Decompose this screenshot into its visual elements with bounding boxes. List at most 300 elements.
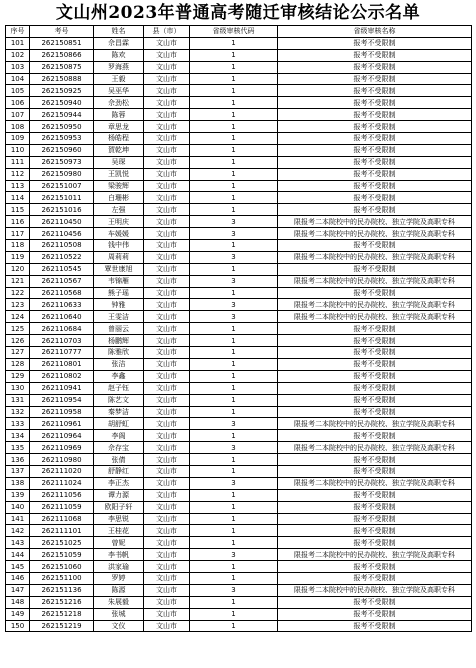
cell-name: 韦锦雁 <box>94 275 144 287</box>
table-row <box>6 168 472 180</box>
cell-name: 洪家瑜 <box>94 561 144 573</box>
cell-review-name: 报考不受限制 <box>278 204 472 216</box>
cell-index: 149 <box>6 608 30 620</box>
cell-review-code: 1 <box>190 180 278 192</box>
cell-exam-number: 262111024 <box>30 477 94 489</box>
cell-index: 117 <box>6 228 30 240</box>
table-row <box>6 275 472 287</box>
cell-review-code: 1 <box>190 465 278 477</box>
cell-review-code: 1 <box>190 61 278 73</box>
table-row <box>6 382 472 394</box>
cell-review-code: 1 <box>190 156 278 168</box>
cell-index: 133 <box>6 418 30 430</box>
cell-county: 文山市 <box>144 620 190 632</box>
cell-name: 佘存宝 <box>94 442 144 454</box>
cell-name: 佘昌霖 <box>94 37 144 49</box>
table-row <box>6 561 472 573</box>
cell-name: 杨皓程 <box>94 133 144 145</box>
cell-review-name: 报考不受限制 <box>278 263 472 275</box>
cell-county: 文山市 <box>144 61 190 73</box>
cell-county: 文山市 <box>144 299 190 311</box>
cell-county: 文山市 <box>144 489 190 501</box>
cell-name: 曾妮 <box>94 537 144 549</box>
header-name: 姓名 <box>94 26 144 38</box>
cell-review-code: 1 <box>190 537 278 549</box>
cell-index: 130 <box>6 382 30 394</box>
cell-name: 陈蓉 <box>94 109 144 121</box>
cell-exam-number: 262150950 <box>30 121 94 133</box>
cell-review-code: 1 <box>190 430 278 442</box>
cell-review-name: 报考不受限制 <box>278 358 472 370</box>
cell-review-name: 限报考二本院校中的民办院校、独立学院及高职专科 <box>278 275 472 287</box>
cell-exam-number: 262110450 <box>30 216 94 228</box>
table-row <box>6 37 472 49</box>
cell-name: 李阁 <box>94 430 144 442</box>
cell-county: 文山市 <box>144 608 190 620</box>
cell-exam-number: 262150953 <box>30 133 94 145</box>
cell-review-code: 1 <box>190 168 278 180</box>
cell-review-name: 报考不受限制 <box>278 537 472 549</box>
cell-review-code: 1 <box>190 370 278 382</box>
cell-name: 佘劲松 <box>94 97 144 109</box>
cell-name: 周莉莉 <box>94 251 144 263</box>
cell-county: 文山市 <box>144 216 190 228</box>
cell-index: 108 <box>6 121 30 133</box>
cell-index: 147 <box>6 584 30 596</box>
cell-exam-number: 262151059 <box>30 549 94 561</box>
cell-name: 舒静红 <box>94 465 144 477</box>
cell-review-code: 3 <box>190 477 278 489</box>
cell-exam-number: 262150940 <box>30 97 94 109</box>
cell-name: 王雯洁 <box>94 311 144 323</box>
cell-county: 文山市 <box>144 275 190 287</box>
header-county: 县（市） <box>144 26 190 38</box>
cell-review-name: 报考不受限制 <box>278 133 472 145</box>
cell-name: 熊子瑶 <box>94 287 144 299</box>
cell-name: 章思龙 <box>94 121 144 133</box>
cell-exam-number: 262110567 <box>30 275 94 287</box>
cell-review-name: 报考不受限制 <box>278 454 472 466</box>
cell-index: 118 <box>6 240 30 252</box>
cell-county: 文山市 <box>144 430 190 442</box>
table-row <box>6 465 472 477</box>
cell-review-code: 1 <box>190 489 278 501</box>
cell-exam-number: 262110961 <box>30 418 94 430</box>
cell-exam-number: 262110684 <box>30 323 94 335</box>
cell-county: 文山市 <box>144 335 190 347</box>
cell-review-code: 1 <box>190 454 278 466</box>
table-row <box>6 549 472 561</box>
cell-exam-number: 262110980 <box>30 454 94 466</box>
cell-exam-number: 262110969 <box>30 442 94 454</box>
cell-review-code: 1 <box>190 133 278 145</box>
table-row <box>6 477 472 489</box>
cell-name: 谭力源 <box>94 489 144 501</box>
cell-county: 文山市 <box>144 584 190 596</box>
cell-county: 文山市 <box>144 561 190 573</box>
cell-review-name: 报考不受限制 <box>278 180 472 192</box>
cell-exam-number: 262110964 <box>30 430 94 442</box>
cell-name: 张城 <box>94 608 144 620</box>
cell-review-name: 报考不受限制 <box>278 572 472 584</box>
cell-review-code: 1 <box>190 620 278 632</box>
cell-index: 113 <box>6 180 30 192</box>
cell-exam-number: 262151025 <box>30 537 94 549</box>
cell-index: 119 <box>6 251 30 263</box>
cell-name: 覃世康旭 <box>94 263 144 275</box>
cell-name: 车媛媛 <box>94 228 144 240</box>
cell-review-name: 限报考二本院校中的民办院校、独立学院及高职专科 <box>278 228 472 240</box>
cell-index: 128 <box>6 358 30 370</box>
cell-review-name: 报考不受限制 <box>278 323 472 335</box>
cell-county: 文山市 <box>144 37 190 49</box>
cell-review-name: 限报考二本院校中的民办院校、独立学院及高职专科 <box>278 216 472 228</box>
cell-review-name: 限报考二本院校中的民办院校、独立学院及高职专科 <box>278 477 472 489</box>
cell-county: 文山市 <box>144 501 190 513</box>
cell-review-code: 1 <box>190 240 278 252</box>
cell-county: 文山市 <box>144 156 190 168</box>
cell-exam-number: 262151011 <box>30 192 94 204</box>
table-row <box>6 489 472 501</box>
table-row <box>6 620 472 632</box>
cell-exam-number: 262110958 <box>30 406 94 418</box>
cell-name: 张洁 <box>94 358 144 370</box>
cell-index: 105 <box>6 85 30 97</box>
table-row <box>6 608 472 620</box>
cell-exam-number: 262150944 <box>30 109 94 121</box>
cell-county: 文山市 <box>144 85 190 97</box>
cell-county: 文山市 <box>144 596 190 608</box>
cell-review-name: 报考不受限制 <box>278 156 472 168</box>
cell-exam-number: 262110545 <box>30 263 94 275</box>
cell-index: 135 <box>6 442 30 454</box>
cell-index: 125 <box>6 323 30 335</box>
header-review-name: 省级审核名称 <box>278 26 472 38</box>
cell-review-name: 报考不受限制 <box>278 370 472 382</box>
cell-county: 文山市 <box>144 549 190 561</box>
cell-review-name: 报考不受限制 <box>278 608 472 620</box>
table-row <box>6 251 472 263</box>
cell-review-code: 1 <box>190 608 278 620</box>
cell-exam-number: 262111068 <box>30 513 94 525</box>
cell-review-code: 1 <box>190 73 278 85</box>
cell-exam-number: 262111056 <box>30 489 94 501</box>
cell-index: 148 <box>6 596 30 608</box>
cell-index: 143 <box>6 537 30 549</box>
cell-exam-number: 262150925 <box>30 85 94 97</box>
cell-exam-number: 262151016 <box>30 204 94 216</box>
cell-exam-number: 262110954 <box>30 394 94 406</box>
cell-review-name: 报考不受限制 <box>278 561 472 573</box>
cell-name: 左强 <box>94 204 144 216</box>
cell-exam-number: 262151007 <box>30 180 94 192</box>
cell-review-name: 限报考二本院校中的民办院校、独立学院及高职专科 <box>278 299 472 311</box>
cell-index: 103 <box>6 61 30 73</box>
cell-review-code: 1 <box>190 144 278 156</box>
cell-name: 王明庆 <box>94 216 144 228</box>
cell-index: 141 <box>6 513 30 525</box>
cell-review-name: 报考不受限制 <box>278 287 472 299</box>
cell-county: 文山市 <box>144 513 190 525</box>
cell-index: 107 <box>6 109 30 121</box>
cell-review-name: 报考不受限制 <box>278 37 472 49</box>
cell-review-code: 1 <box>190 121 278 133</box>
table-row <box>6 418 472 430</box>
table-row <box>6 442 472 454</box>
table-row <box>6 192 472 204</box>
cell-name: 罗海燕 <box>94 61 144 73</box>
cell-index: 111 <box>6 156 30 168</box>
cell-review-name: 报考不受限制 <box>278 489 472 501</box>
table-row <box>6 287 472 299</box>
cell-index: 140 <box>6 501 30 513</box>
cell-county: 文山市 <box>144 204 190 216</box>
cell-index: 127 <box>6 347 30 359</box>
table-row <box>6 144 472 156</box>
cell-review-code: 1 <box>190 109 278 121</box>
cell-review-code: 3 <box>190 584 278 596</box>
table-row <box>6 370 472 382</box>
cell-index: 142 <box>6 525 30 537</box>
cell-exam-number: 262110777 <box>30 347 94 359</box>
cell-name: 白珊彬 <box>94 192 144 204</box>
cell-review-code: 1 <box>190 192 278 204</box>
cell-review-name: 报考不受限制 <box>278 406 472 418</box>
cell-review-code: 1 <box>190 347 278 359</box>
document-title: 文山州2023年普通高考随迁审核结论公示名单 <box>55 3 421 23</box>
cell-exam-number: 262151219 <box>30 620 94 632</box>
table-row <box>6 228 472 240</box>
cell-index: 137 <box>6 465 30 477</box>
cell-name: 文仪 <box>94 620 144 632</box>
cell-exam-number: 262110633 <box>30 299 94 311</box>
cell-index: 110 <box>6 144 30 156</box>
cell-exam-number: 262111059 <box>30 501 94 513</box>
cell-county: 文山市 <box>144 406 190 418</box>
table-row <box>6 406 472 418</box>
table-row <box>6 394 472 406</box>
cell-exam-number: 262150960 <box>30 144 94 156</box>
cell-county: 文山市 <box>144 454 190 466</box>
cell-county: 文山市 <box>144 251 190 263</box>
cell-county: 文山市 <box>144 121 190 133</box>
cell-name: 王毅 <box>94 73 144 85</box>
table-row <box>6 323 472 335</box>
table-row <box>6 133 472 145</box>
cell-name: 欧阳子轩 <box>94 501 144 513</box>
cell-name: 朱展毅 <box>94 596 144 608</box>
cell-name: 王凯悦 <box>94 168 144 180</box>
cell-index: 134 <box>6 430 30 442</box>
cell-index: 124 <box>6 311 30 323</box>
table-row <box>6 584 472 596</box>
cell-index: 150 <box>6 620 30 632</box>
table-row <box>6 347 472 359</box>
table-row <box>6 311 472 323</box>
cell-name: 钱中伟 <box>94 240 144 252</box>
cell-review-name: 报考不受限制 <box>278 121 472 133</box>
cell-exam-number: 262150973 <box>30 156 94 168</box>
cell-review-name: 报考不受限制 <box>278 109 472 121</box>
cell-county: 文山市 <box>144 192 190 204</box>
cell-review-name: 报考不受限制 <box>278 465 472 477</box>
cell-review-code: 3 <box>190 299 278 311</box>
cell-review-code: 1 <box>190 513 278 525</box>
cell-county: 文山市 <box>144 73 190 85</box>
cell-review-name: 报考不受限制 <box>278 382 472 394</box>
cell-review-name: 报考不受限制 <box>278 596 472 608</box>
cell-index: 101 <box>6 37 30 49</box>
cell-review-code: 1 <box>190 97 278 109</box>
cell-exam-number: 262151100 <box>30 572 94 584</box>
cell-review-code: 1 <box>190 335 278 347</box>
cell-exam-number: 262111101 <box>30 525 94 537</box>
table-row <box>6 61 472 73</box>
cell-review-name: 报考不受限制 <box>278 525 472 537</box>
cell-review-name: 报考不受限制 <box>278 97 472 109</box>
cell-exam-number: 262150851 <box>30 37 94 49</box>
cell-county: 文山市 <box>144 287 190 299</box>
cell-county: 文山市 <box>144 49 190 61</box>
cell-county: 文山市 <box>144 572 190 584</box>
cell-name: 张倩 <box>94 454 144 466</box>
cell-index: 132 <box>6 406 30 418</box>
cell-review-name: 报考不受限制 <box>278 49 472 61</box>
cell-index: 123 <box>6 299 30 311</box>
cell-exam-number: 262110640 <box>30 311 94 323</box>
cell-review-code: 3 <box>190 549 278 561</box>
cell-exam-number: 262110568 <box>30 287 94 299</box>
cell-county: 文山市 <box>144 240 190 252</box>
cell-name: 梁骏辉 <box>94 180 144 192</box>
cell-review-code: 3 <box>190 228 278 240</box>
cell-review-code: 1 <box>190 263 278 275</box>
cell-review-name: 限报考二本院校中的民办院校、独立学院及高职专科 <box>278 418 472 430</box>
cell-county: 文山市 <box>144 477 190 489</box>
table-row <box>6 49 472 61</box>
table-row <box>6 299 472 311</box>
cell-review-name: 报考不受限制 <box>278 620 472 632</box>
cell-county: 文山市 <box>144 133 190 145</box>
cell-index: 126 <box>6 335 30 347</box>
cell-county: 文山市 <box>144 263 190 275</box>
cell-name: 胡舒虹 <box>94 418 144 430</box>
cell-exam-number: 262150875 <box>30 61 94 73</box>
cell-exam-number: 262110522 <box>30 251 94 263</box>
cell-exam-number: 262110456 <box>30 228 94 240</box>
table-row <box>6 121 472 133</box>
cell-review-name: 报考不受限制 <box>278 240 472 252</box>
cell-review-name: 报考不受限制 <box>278 85 472 97</box>
cell-index: 144 <box>6 549 30 561</box>
cell-index: 115 <box>6 204 30 216</box>
cell-exam-number: 262110802 <box>30 370 94 382</box>
cell-index: 139 <box>6 489 30 501</box>
cell-review-code: 1 <box>190 525 278 537</box>
cell-index: 114 <box>6 192 30 204</box>
cell-review-code: 1 <box>190 85 278 97</box>
cell-index: 104 <box>6 73 30 85</box>
cell-county: 文山市 <box>144 144 190 156</box>
cell-review-name: 报考不受限制 <box>278 513 472 525</box>
cell-county: 文山市 <box>144 109 190 121</box>
table-row <box>6 513 472 525</box>
cell-county: 文山市 <box>144 382 190 394</box>
cell-county: 文山市 <box>144 394 190 406</box>
cell-exam-number: 262150980 <box>30 168 94 180</box>
table-row <box>6 596 472 608</box>
table-row <box>6 216 472 228</box>
cell-index: 131 <box>6 394 30 406</box>
cell-review-code: 1 <box>190 596 278 608</box>
cell-county: 文山市 <box>144 465 190 477</box>
cell-county: 文山市 <box>144 537 190 549</box>
cell-county: 文山市 <box>144 347 190 359</box>
cell-name: 賀乾坤 <box>94 144 144 156</box>
table-row <box>6 156 472 168</box>
cell-index: 120 <box>6 263 30 275</box>
cell-review-code: 1 <box>190 323 278 335</box>
cell-county: 文山市 <box>144 180 190 192</box>
cell-name: 杨鹏辉 <box>94 335 144 347</box>
table-row <box>6 430 472 442</box>
cell-county: 文山市 <box>144 311 190 323</box>
cell-review-name: 限报考二本院校中的民办院校、独立学院及高职专科 <box>278 549 472 561</box>
cell-index: 102 <box>6 49 30 61</box>
cell-name: 李鑫 <box>94 370 144 382</box>
cell-review-name: 报考不受限制 <box>278 73 472 85</box>
cell-index: 122 <box>6 287 30 299</box>
cell-index: 121 <box>6 275 30 287</box>
cell-review-code: 1 <box>190 406 278 418</box>
cell-review-name: 报考不受限制 <box>278 192 472 204</box>
cell-name: 曾丽云 <box>94 323 144 335</box>
cell-name: 吴巫华 <box>94 85 144 97</box>
cell-index: 129 <box>6 370 30 382</box>
cell-county: 文山市 <box>144 168 190 180</box>
table-row <box>6 525 472 537</box>
cell-exam-number: 262150866 <box>30 49 94 61</box>
cell-review-name: 限报考二本院校中的民办院校、独立学院及高职专科 <box>278 584 472 596</box>
cell-review-name: 报考不受限制 <box>278 501 472 513</box>
table-row <box>6 240 472 252</box>
table-row <box>6 204 472 216</box>
cell-review-name: 报考不受限制 <box>278 394 472 406</box>
cell-review-name: 报考不受限制 <box>278 347 472 359</box>
cell-name: 李正杰 <box>94 477 144 489</box>
table-body <box>6 37 472 632</box>
cell-exam-number: 262110703 <box>30 335 94 347</box>
header-index: 序号 <box>6 26 30 38</box>
cell-name: 陈欢 <box>94 49 144 61</box>
cell-name: 陈艺文 <box>94 394 144 406</box>
cell-review-code: 3 <box>190 251 278 263</box>
table-row <box>6 180 472 192</box>
table-row <box>6 73 472 85</box>
result-table <box>5 25 472 632</box>
cell-index: 116 <box>6 216 30 228</box>
cell-exam-number: 262110508 <box>30 240 94 252</box>
cell-county: 文山市 <box>144 97 190 109</box>
cell-index: 145 <box>6 561 30 573</box>
cell-index: 109 <box>6 133 30 145</box>
cell-name: 陈源 <box>94 584 144 596</box>
cell-county: 文山市 <box>144 370 190 382</box>
table-row <box>6 263 472 275</box>
table-header-row <box>6 26 472 38</box>
cell-name: 吴琛 <box>94 156 144 168</box>
cell-name: 王桂花 <box>94 525 144 537</box>
